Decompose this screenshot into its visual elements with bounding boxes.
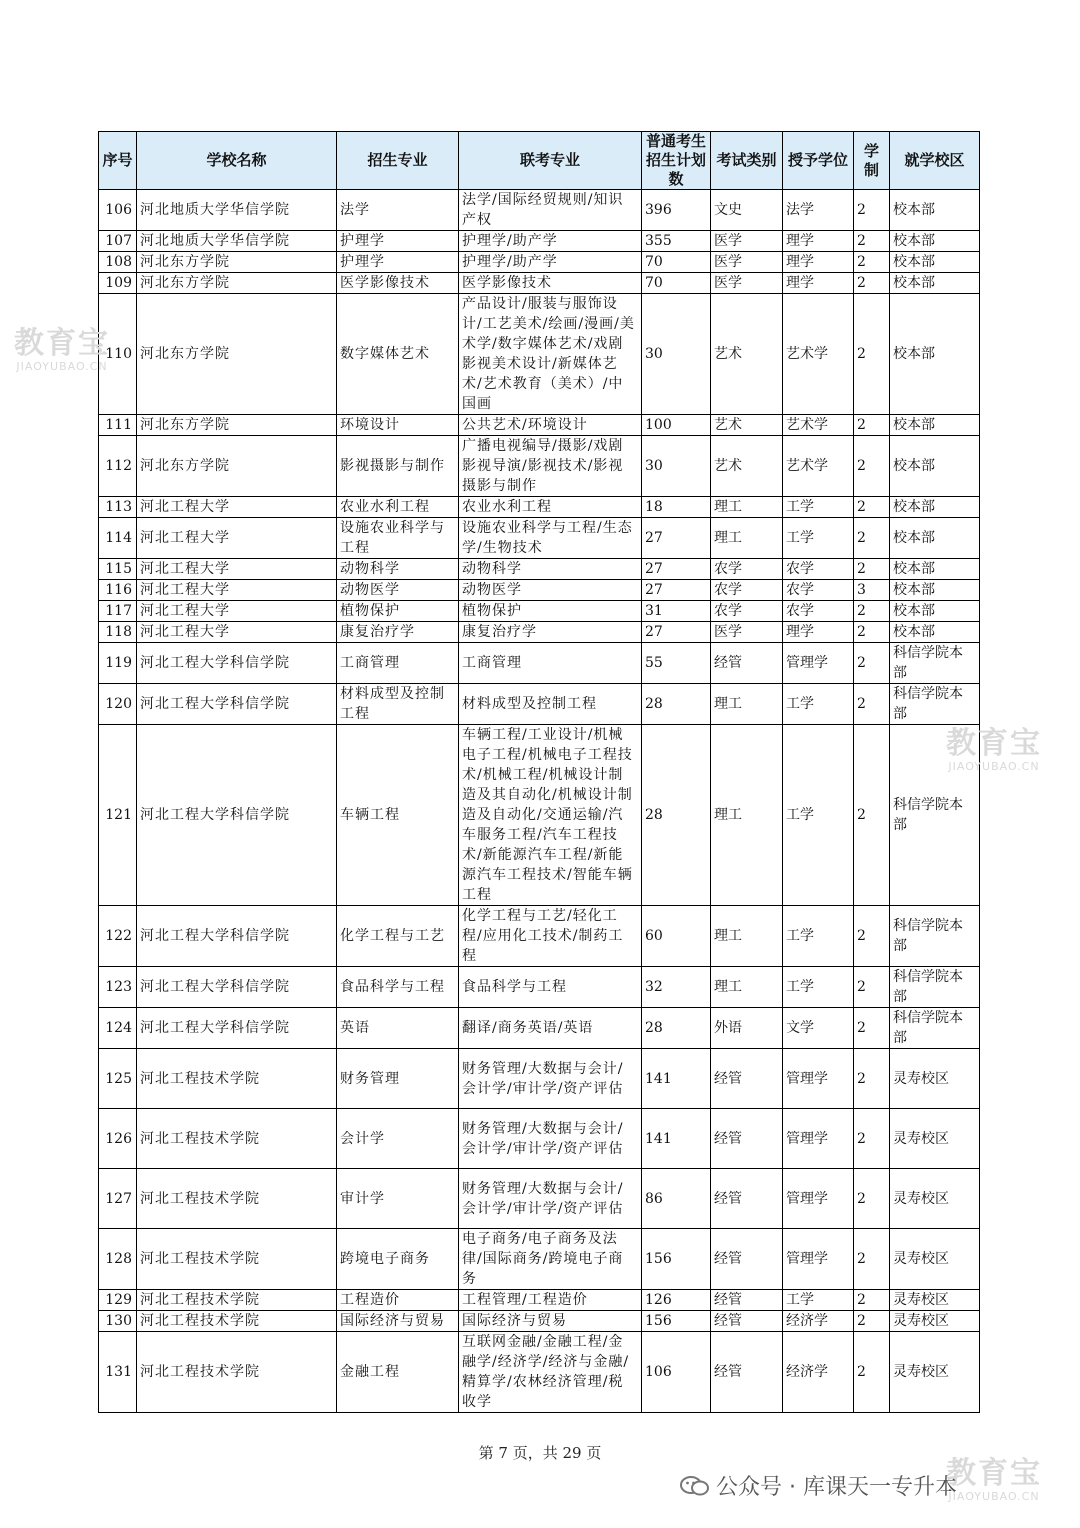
table-row xyxy=(99,1008,980,1049)
cell-joint-major: 植物保护 xyxy=(459,601,642,622)
cell-plan: 70 xyxy=(642,273,711,294)
cell-degree: 工学 xyxy=(783,684,854,725)
cell-category: 经管 xyxy=(711,1290,783,1311)
cell-seq: 125 xyxy=(99,1049,137,1109)
cell-school: 河北工程大学科信学院 xyxy=(137,906,337,967)
cell-category: 医学 xyxy=(711,622,783,643)
cell-school: 河北工程技术学院 xyxy=(137,1229,337,1290)
cell-campus: 科信学院本部 xyxy=(890,684,980,725)
watermark-brand: 教育宝 xyxy=(946,1456,1042,1491)
cell-seq: 129 xyxy=(99,1290,137,1311)
cell-joint-major: 财务管理/大数据与会计/会计学/审计学/资产评估 xyxy=(459,1049,642,1109)
cell-degree: 工学 xyxy=(783,497,854,518)
cell-plan: 156 xyxy=(642,1229,711,1290)
cell-years: 2 xyxy=(854,252,890,273)
cell-joint-major: 护理学/助产学 xyxy=(459,252,642,273)
cell-school: 河北东方学院 xyxy=(137,273,337,294)
cell-joint-major: 互联网金融/金融工程/金融学/经济学/经济与金融/精算学/农林经济管理/税收学 xyxy=(459,1332,642,1413)
cell-plan: 70 xyxy=(642,252,711,273)
cell-years: 2 xyxy=(854,725,890,906)
cell-seq: 116 xyxy=(99,580,137,601)
cell-years: 2 xyxy=(854,643,890,684)
cell-joint-major: 车辆工程/工业设计/机械电子工程/机械电子工程技术/机械工程/机械设计制造及其自动化/机械设计制造及自动化/交通运输/汽车服务工程/汽车工程技术/新能源汽车工程/新能源汽车工程技术/智能车辆工程 xyxy=(459,725,642,906)
cell-joint-major: 设施农业科学与工程/生态学/生物技术 xyxy=(459,518,642,559)
cell-school: 河北工程大学 xyxy=(137,497,337,518)
cell-category: 经管 xyxy=(711,1049,783,1109)
cell-category: 理工 xyxy=(711,906,783,967)
cell-seq: 121 xyxy=(99,725,137,906)
cell-major: 护理学 xyxy=(337,231,459,252)
cell-campus: 灵寿校区 xyxy=(890,1332,980,1413)
cell-school: 河北工程大学 xyxy=(137,622,337,643)
table-body xyxy=(99,190,980,1413)
cell-major: 工商管理 xyxy=(337,643,459,684)
cell-school: 河北东方学院 xyxy=(137,436,337,497)
cell-school: 河北工程技术学院 xyxy=(137,1049,337,1109)
cell-years: 2 xyxy=(854,497,890,518)
cell-major: 动物科学 xyxy=(337,559,459,580)
cell-major: 环境设计 xyxy=(337,415,459,436)
cell-campus: 灵寿校区 xyxy=(890,1109,980,1169)
cell-school: 河北东方学院 xyxy=(137,252,337,273)
cell-major: 化学工程与工艺 xyxy=(337,906,459,967)
cell-seq: 130 xyxy=(99,1311,137,1332)
cell-major: 车辆工程 xyxy=(337,725,459,906)
cell-major: 财务管理 xyxy=(337,1049,459,1109)
table-row xyxy=(99,231,980,252)
table-row xyxy=(99,622,980,643)
cell-seq: 131 xyxy=(99,1332,137,1413)
cell-joint-major: 翻译/商务英语/英语 xyxy=(459,1008,642,1049)
cell-major: 动物医学 xyxy=(337,580,459,601)
cell-category: 医学 xyxy=(711,273,783,294)
cell-plan: 27 xyxy=(642,518,711,559)
cell-plan: 27 xyxy=(642,580,711,601)
cell-major: 设施农业科学与工程 xyxy=(337,518,459,559)
cell-school: 河北工程大学科信学院 xyxy=(137,1008,337,1049)
header-degree: 授予学位 xyxy=(783,132,854,190)
cell-joint-major: 电子商务/电子商务及法律/国际商务/跨境电子商务 xyxy=(459,1229,642,1290)
cell-degree: 理学 xyxy=(783,622,854,643)
cell-seq: 112 xyxy=(99,436,137,497)
cell-plan: 100 xyxy=(642,415,711,436)
cell-seq: 110 xyxy=(99,294,137,415)
cell-degree: 工学 xyxy=(783,906,854,967)
watermark xyxy=(946,1458,1042,1503)
cell-years: 2 xyxy=(854,1169,890,1229)
cell-years: 2 xyxy=(854,601,890,622)
cell-category: 理工 xyxy=(711,518,783,559)
cell-joint-major: 农业水利工程 xyxy=(459,497,642,518)
cell-plan: 396 xyxy=(642,190,711,231)
cell-seq: 114 xyxy=(99,518,137,559)
cell-joint-major: 康复治疗学 xyxy=(459,622,642,643)
cell-degree: 管理学 xyxy=(783,1049,854,1109)
cell-category: 经管 xyxy=(711,1169,783,1229)
cell-major: 审计学 xyxy=(337,1169,459,1229)
cell-campus: 校本部 xyxy=(890,559,980,580)
table-row xyxy=(99,559,980,580)
cell-plan: 27 xyxy=(642,622,711,643)
cell-plan: 141 xyxy=(642,1109,711,1169)
cell-major: 金融工程 xyxy=(337,1332,459,1413)
wechat-account-name: 公众号 · 库课天一专升本 xyxy=(716,1475,957,1500)
cell-degree: 理学 xyxy=(783,231,854,252)
cell-plan: 106 xyxy=(642,1332,711,1413)
cell-major: 英语 xyxy=(337,1008,459,1049)
cell-degree: 管理学 xyxy=(783,1229,854,1290)
cell-category: 理工 xyxy=(711,497,783,518)
cell-degree: 工学 xyxy=(783,725,854,906)
cell-school: 河北工程大学科信学院 xyxy=(137,643,337,684)
cell-category: 艺术 xyxy=(711,436,783,497)
cell-seq: 127 xyxy=(99,1169,137,1229)
table-row xyxy=(99,190,980,231)
cell-seq: 123 xyxy=(99,967,137,1008)
cell-degree: 农学 xyxy=(783,601,854,622)
table-row xyxy=(99,1109,980,1169)
cell-degree: 理学 xyxy=(783,252,854,273)
cell-years: 2 xyxy=(854,231,890,252)
cell-plan: 126 xyxy=(642,1290,711,1311)
cell-category: 农学 xyxy=(711,601,783,622)
cell-years: 2 xyxy=(854,906,890,967)
cell-seq: 117 xyxy=(99,601,137,622)
cell-campus: 校本部 xyxy=(890,601,980,622)
cell-campus: 校本部 xyxy=(890,294,980,415)
cell-major: 农业水利工程 xyxy=(337,497,459,518)
header-years: 学制 xyxy=(854,132,890,190)
cell-major: 食品科学与工程 xyxy=(337,967,459,1008)
cell-campus: 灵寿校区 xyxy=(890,1290,980,1311)
cell-joint-major: 动物医学 xyxy=(459,580,642,601)
cell-seq: 113 xyxy=(99,497,137,518)
cell-joint-major: 工程管理/工程造价 xyxy=(459,1290,642,1311)
cell-years: 2 xyxy=(854,1290,890,1311)
cell-years: 2 xyxy=(854,1109,890,1169)
cell-plan: 28 xyxy=(642,684,711,725)
cell-years: 2 xyxy=(854,273,890,294)
cell-joint-major: 化学工程与工艺/轻化工程/应用化工技术/制药工程 xyxy=(459,906,642,967)
cell-joint-major: 材料成型及控制工程 xyxy=(459,684,642,725)
cell-campus: 科信学院本部 xyxy=(890,725,980,906)
cell-school: 河北工程大学科信学院 xyxy=(137,684,337,725)
cell-campus: 校本部 xyxy=(890,231,980,252)
cell-joint-major: 护理学/助产学 xyxy=(459,231,642,252)
cell-school: 河北工程技术学院 xyxy=(137,1109,337,1169)
watermark-url: JIAOYUBAO.CN xyxy=(948,1490,1040,1503)
cell-seq: 111 xyxy=(99,415,137,436)
watermark-brand: 教育宝 xyxy=(946,726,1042,761)
cell-major: 国际经济与贸易 xyxy=(337,1311,459,1332)
cell-years: 2 xyxy=(854,1229,890,1290)
table-header-row xyxy=(99,132,980,190)
cell-degree: 文学 xyxy=(783,1008,854,1049)
table-row xyxy=(99,684,980,725)
header-school: 学校名称 xyxy=(137,132,337,190)
cell-campus: 灵寿校区 xyxy=(890,1169,980,1229)
cell-degree: 法学 xyxy=(783,190,854,231)
cell-plan: 30 xyxy=(642,436,711,497)
cell-seq: 122 xyxy=(99,906,137,967)
header-plan: 普通考生招生计划数 xyxy=(642,132,711,190)
cell-major: 护理学 xyxy=(337,252,459,273)
cell-degree: 农学 xyxy=(783,559,854,580)
cell-major: 影视摄影与制作 xyxy=(337,436,459,497)
cell-campus: 校本部 xyxy=(890,518,980,559)
cell-category: 艺术 xyxy=(711,294,783,415)
cell-school: 河北工程技术学院 xyxy=(137,1311,337,1332)
cell-category: 文史 xyxy=(711,190,783,231)
cell-category: 经管 xyxy=(711,1332,783,1413)
cell-campus: 校本部 xyxy=(890,273,980,294)
cell-major: 会计学 xyxy=(337,1109,459,1169)
table-row xyxy=(99,415,980,436)
cell-plan: 355 xyxy=(642,231,711,252)
cell-campus: 校本部 xyxy=(890,190,980,231)
watermark-brand: 教育宝 xyxy=(14,326,110,361)
cell-degree: 管理学 xyxy=(783,1109,854,1169)
cell-campus: 科信学院本部 xyxy=(890,1008,980,1049)
cell-school: 河北工程大学 xyxy=(137,601,337,622)
cell-campus: 校本部 xyxy=(890,252,980,273)
cell-major: 植物保护 xyxy=(337,601,459,622)
table-row xyxy=(99,1311,980,1332)
watermark-url: JIAOYUBAO.CN xyxy=(948,760,1040,773)
cell-joint-major: 国际经济与贸易 xyxy=(459,1311,642,1332)
cell-school: 河北地质大学华信学院 xyxy=(137,190,337,231)
table-row xyxy=(99,1332,980,1413)
cell-joint-major: 工商管理 xyxy=(459,643,642,684)
cell-campus: 校本部 xyxy=(890,580,980,601)
table-row xyxy=(99,1290,980,1311)
cell-degree: 管理学 xyxy=(783,1169,854,1229)
header-seq: 序号 xyxy=(99,132,137,190)
cell-plan: 60 xyxy=(642,906,711,967)
table-row xyxy=(99,601,980,622)
cell-degree: 艺术学 xyxy=(783,436,854,497)
header-major: 招生专业 xyxy=(337,132,459,190)
table-row xyxy=(99,1229,980,1290)
cell-school: 河北东方学院 xyxy=(137,415,337,436)
cell-joint-major: 公共艺术/环境设计 xyxy=(459,415,642,436)
cell-major: 材料成型及控制工程 xyxy=(337,684,459,725)
cell-degree: 工学 xyxy=(783,518,854,559)
cell-seq: 115 xyxy=(99,559,137,580)
cell-years: 2 xyxy=(854,622,890,643)
cell-plan: 32 xyxy=(642,967,711,1008)
cell-category: 经管 xyxy=(711,1311,783,1332)
cell-plan: 31 xyxy=(642,601,711,622)
cell-joint-major: 财务管理/大数据与会计/会计学/审计学/资产评估 xyxy=(459,1169,642,1229)
cell-category: 艺术 xyxy=(711,415,783,436)
cell-joint-major: 医学影像技术 xyxy=(459,273,642,294)
cell-category: 经管 xyxy=(711,643,783,684)
cell-years: 2 xyxy=(854,967,890,1008)
cell-years: 2 xyxy=(854,415,890,436)
table-row xyxy=(99,580,980,601)
cell-degree: 经济学 xyxy=(783,1311,854,1332)
cell-joint-major: 财务管理/大数据与会计/会计学/审计学/资产评估 xyxy=(459,1109,642,1169)
cell-degree: 工学 xyxy=(783,1290,854,1311)
cell-campus: 灵寿校区 xyxy=(890,1049,980,1109)
cell-major: 跨境电子商务 xyxy=(337,1229,459,1290)
cell-years: 2 xyxy=(854,518,890,559)
cell-plan: 18 xyxy=(642,497,711,518)
cell-major: 数字媒体艺术 xyxy=(337,294,459,415)
cell-school: 河北工程技术学院 xyxy=(137,1332,337,1413)
cell-campus: 灵寿校区 xyxy=(890,1229,980,1290)
cell-plan: 30 xyxy=(642,294,711,415)
cell-years: 2 xyxy=(854,559,890,580)
cell-school: 河北地质大学华信学院 xyxy=(137,231,337,252)
cell-joint-major: 广播电视编导/摄影/戏剧影视导演/影视技术/影视摄影与制作 xyxy=(459,436,642,497)
cell-category: 理工 xyxy=(711,725,783,906)
cell-seq: 107 xyxy=(99,231,137,252)
cell-category: 农学 xyxy=(711,580,783,601)
cell-joint-major: 动物科学 xyxy=(459,559,642,580)
cell-degree: 经济学 xyxy=(783,1332,854,1413)
cell-years: 2 xyxy=(854,294,890,415)
table-row xyxy=(99,252,980,273)
cell-seq: 106 xyxy=(99,190,137,231)
cell-seq: 126 xyxy=(99,1109,137,1169)
cell-campus: 校本部 xyxy=(890,622,980,643)
cell-campus: 灵寿校区 xyxy=(890,1311,980,1332)
cell-years: 3 xyxy=(854,580,890,601)
watermark xyxy=(14,328,110,373)
header-campus: 就学校区 xyxy=(890,132,980,190)
cell-category: 理工 xyxy=(711,967,783,1008)
cell-seq: 120 xyxy=(99,684,137,725)
table-row xyxy=(99,497,980,518)
cell-years: 2 xyxy=(854,190,890,231)
cell-major: 法学 xyxy=(337,190,459,231)
cell-plan: 141 xyxy=(642,1049,711,1109)
cell-school: 河北工程大学科信学院 xyxy=(137,725,337,906)
cell-seq: 108 xyxy=(99,252,137,273)
cell-seq: 119 xyxy=(99,643,137,684)
cell-plan: 28 xyxy=(642,1008,711,1049)
cell-major: 康复治疗学 xyxy=(337,622,459,643)
cell-seq: 128 xyxy=(99,1229,137,1290)
table-row xyxy=(99,436,980,497)
cell-school: 河北工程技术学院 xyxy=(137,1169,337,1229)
table-row xyxy=(99,1049,980,1109)
cell-seq: 109 xyxy=(99,273,137,294)
cell-category: 农学 xyxy=(711,559,783,580)
page-number: 第 7 页，共 29 页 xyxy=(478,1444,602,1462)
cell-degree: 管理学 xyxy=(783,643,854,684)
header-joint-major: 联考专业 xyxy=(459,132,642,190)
cell-plan: 55 xyxy=(642,643,711,684)
cell-category: 外语 xyxy=(711,1008,783,1049)
cell-category: 医学 xyxy=(711,231,783,252)
cell-plan: 156 xyxy=(642,1311,711,1332)
cell-campus: 科信学院本部 xyxy=(890,643,980,684)
cell-seq: 124 xyxy=(99,1008,137,1049)
cell-years: 2 xyxy=(854,1311,890,1332)
cell-school: 河北工程大学 xyxy=(137,580,337,601)
cell-school: 河北工程大学科信学院 xyxy=(137,967,337,1008)
cell-campus: 校本部 xyxy=(890,436,980,497)
cell-degree: 农学 xyxy=(783,580,854,601)
watermark-url: JIAOYUBAO.CN xyxy=(16,360,108,373)
cell-plan: 27 xyxy=(642,559,711,580)
cell-degree: 理学 xyxy=(783,273,854,294)
table-row xyxy=(99,967,980,1008)
cell-degree: 艺术学 xyxy=(783,415,854,436)
table-row xyxy=(99,518,980,559)
wechat-icon xyxy=(680,1475,710,1497)
cell-years: 2 xyxy=(854,1008,890,1049)
header-category: 考试类别 xyxy=(711,132,783,190)
table-row xyxy=(99,1169,980,1229)
cell-category: 经管 xyxy=(711,1229,783,1290)
cell-plan: 86 xyxy=(642,1169,711,1229)
cell-category: 医学 xyxy=(711,252,783,273)
cell-school: 河北工程大学 xyxy=(137,559,337,580)
cell-years: 2 xyxy=(854,436,890,497)
table-row xyxy=(99,273,980,294)
table-row xyxy=(99,725,980,906)
cell-years: 2 xyxy=(854,1332,890,1413)
cell-category: 经管 xyxy=(711,1109,783,1169)
cell-joint-major: 产品设计/服装与服饰设计/工艺美术/绘画/漫画/美术学/数字媒体艺术/戏剧影视美术设计/新媒体艺术/艺术教育（美术）/中国画 xyxy=(459,294,642,415)
cell-major: 医学影像技术 xyxy=(337,273,459,294)
cell-years: 2 xyxy=(854,1049,890,1109)
wechat-account-label xyxy=(680,1470,957,1501)
table-row xyxy=(99,906,980,967)
cell-seq: 118 xyxy=(99,622,137,643)
cell-campus: 科信学院本部 xyxy=(890,906,980,967)
cell-major: 工程造价 xyxy=(337,1290,459,1311)
cell-school: 河北工程技术学院 xyxy=(137,1290,337,1311)
cell-campus: 校本部 xyxy=(890,415,980,436)
admission-plan-table xyxy=(98,131,980,1413)
cell-degree: 工学 xyxy=(783,967,854,1008)
cell-joint-major: 法学/国际经贸规则/知识产权 xyxy=(459,190,642,231)
cell-campus: 校本部 xyxy=(890,497,980,518)
cell-degree: 艺术学 xyxy=(783,294,854,415)
cell-school: 河北东方学院 xyxy=(137,294,337,415)
cell-category: 理工 xyxy=(711,684,783,725)
table-row xyxy=(99,294,980,415)
table-row xyxy=(99,643,980,684)
cell-campus: 科信学院本部 xyxy=(890,967,980,1008)
cell-plan: 28 xyxy=(642,725,711,906)
cell-school: 河北工程大学 xyxy=(137,518,337,559)
cell-years: 2 xyxy=(854,684,890,725)
cell-joint-major: 食品科学与工程 xyxy=(459,967,642,1008)
